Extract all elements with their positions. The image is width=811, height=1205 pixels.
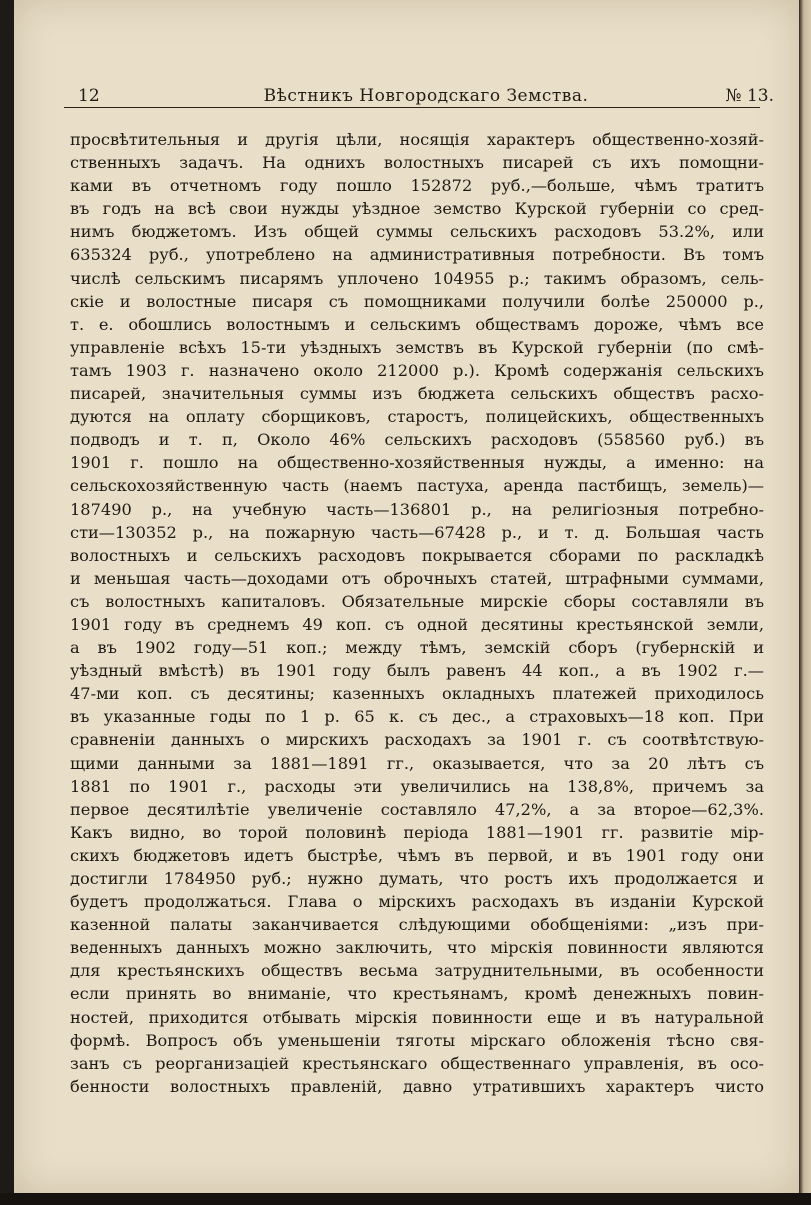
scan-border: [0, 1193, 811, 1205]
text-line: въ годъ на всѣ свои нужды уѣздное земство Курской губерніи со сред-: [70, 199, 764, 219]
text-line: числѣ сельскимъ писарямъ уплочено 104955 р.; такимъ образомъ, сель-: [70, 268, 764, 288]
text-line: ственныхъ задачъ. На однихъ волостныхъ писарей съ ихъ помощни-: [70, 153, 764, 173]
text-line: первое десятилѣтіе увеличеніе составляло 47,2%, а за второе—62,3%.: [70, 799, 764, 819]
text-line: управленіе всѣхъ 15-ти уѣздныхъ земствъ въ Курской губерніи (по смѣ-: [70, 337, 764, 357]
header-rule: [64, 107, 760, 108]
text-line: для крестьянскихъ обществъ весьма затруднительными, въ особенности: [70, 961, 764, 981]
page-header: [78, 80, 774, 106]
text-line: просвѣтительныя и другія цѣли, носящія характеръ общественно-хозяй-: [70, 130, 764, 149]
text-line: казенной палаты заканчивается слѣдующими обобщеніями: „изъ при-: [70, 915, 764, 935]
text-line: сравненіи данныхъ о мирскихъ расходахъ за 1901 г. съ соотвѣтствую-: [70, 730, 764, 750]
text-line: бенности волостныхъ правленій, давно утратившихъ характеръ чисто: [70, 1076, 764, 1096]
text-line: дуются на оплату сборщиковъ, старостъ, полицейскихъ, общественныхъ: [70, 407, 764, 427]
text-line: ками въ отчетномъ году пошло 152872 руб.,—больше, чѣмъ тратитъ: [70, 176, 764, 196]
text-line: 1881 по 1901 г., расходы эти увеличились на 138,8%, причемъ за: [70, 776, 764, 796]
page-number: 12: [78, 86, 100, 106]
text-line: если принять во вниманіе, что крестьянамъ, кромѣ денежныхъ повин-: [70, 984, 764, 1004]
text-line: 1901 году въ среднемъ 49 коп. съ одной десятины крестьянской земли,: [70, 614, 764, 634]
body-text: [70, 128, 764, 1098]
text-line: подводъ и т. п, Около 46% сельскихъ расходовъ (558560 руб.) въ: [70, 430, 764, 450]
text-line: 47-ми коп. съ десятины; казенныхъ окладныхъ платежей приходилось: [70, 684, 764, 704]
issue-number: № 13.: [725, 86, 774, 106]
text-line: веденныхъ данныхъ можно заключить, что мірскія повинности являются: [70, 938, 764, 958]
text-line: нимъ бюджетомъ. Изъ общей суммы сельскихъ расходовъ 53.2%, или: [70, 222, 764, 242]
text-line: т. е. обошлись волостнымъ и сельскимъ обществамъ дороже, чѣмъ все: [70, 314, 764, 334]
text-line: будетъ продолжаться. Глава о мірскихъ расходахъ въ изданіи Курской: [70, 892, 764, 912]
text-line: ностей, приходится отбывать мірскія повинности еще и въ натуральной: [70, 1007, 764, 1027]
text-line: скихъ бюджетовъ идетъ быстрѣе, чѣмъ въ первой, и въ 1901 году они: [70, 845, 764, 865]
next-page-edge: [799, 0, 811, 1205]
text-line: Какъ видно, во торой половинѣ періода 1881—1901 гг. развитіе мір-: [70, 822, 764, 842]
text-line: 187490 р., на учебную часть—136801 р., на религіозныя потребно-: [70, 499, 764, 519]
text-line: тамъ 1903 г. назначено около 212000 р.). Кромѣ содержанія сельскихъ: [70, 360, 764, 380]
text-line: 635324 руб., употреблено на административныя потребности. Въ томъ: [70, 245, 764, 265]
text-line: уѣздный вмѣстѣ) въ 1901 году былъ равенъ 44 коп., а въ 1902 г.—: [70, 661, 764, 681]
text-line: занъ съ реорганизаціей крестьянскаго общественнаго управленія, въ осо-: [70, 1053, 764, 1073]
text-line: писарей, значительныя суммы изъ бюджета сельскихъ обществъ расхо-: [70, 384, 764, 404]
text-line: 1901 г. пошло на общественно-хозяйственныя нужды, а именно: на: [70, 453, 764, 473]
text-line: въ указанные годы по 1 р. 65 к. съ дес., а страховыхъ—18 коп. При: [70, 707, 764, 727]
text-line: сти—130352 р., на пожарную часть—67428 р., и т. д. Большая часть: [70, 522, 764, 542]
text-line: съ волостныхъ капиталовъ. Обязательные мирскіе сборы составляли въ: [70, 591, 764, 611]
text-line: сельскохозяйственную часть (наемъ пастуха, аренда пастбищъ, земель)—: [70, 476, 764, 496]
text-line: достигли 1784950 руб.; нужно думать, что ростъ ихъ продолжается и: [70, 869, 764, 888]
text-line: и меньшая часть—доходами отъ оброчныхъ статей, штрафными суммами,: [70, 568, 764, 588]
journal-title: Вѣстникъ Новгородскаго Земства.: [263, 86, 589, 106]
text-line: формѣ. Вопросъ объ уменьшеніи тяготы мірскаго обложенія тѣсно свя-: [70, 1030, 764, 1050]
text-line: скіе и волостные писаря съ помощниками получили болѣе 250000 р.,: [70, 291, 764, 311]
text-line: волостныхъ и сельскихъ расходовъ покрывается сборами по раскладкѣ: [70, 545, 764, 565]
text-line: а въ 1902 году—51 коп.; между тѣмъ, земскій сборъ (губернскій и: [70, 638, 764, 658]
text-line: щими данными за 1881—1891 гг., оказывается, что за 20 лѣтъ съ: [70, 753, 764, 773]
